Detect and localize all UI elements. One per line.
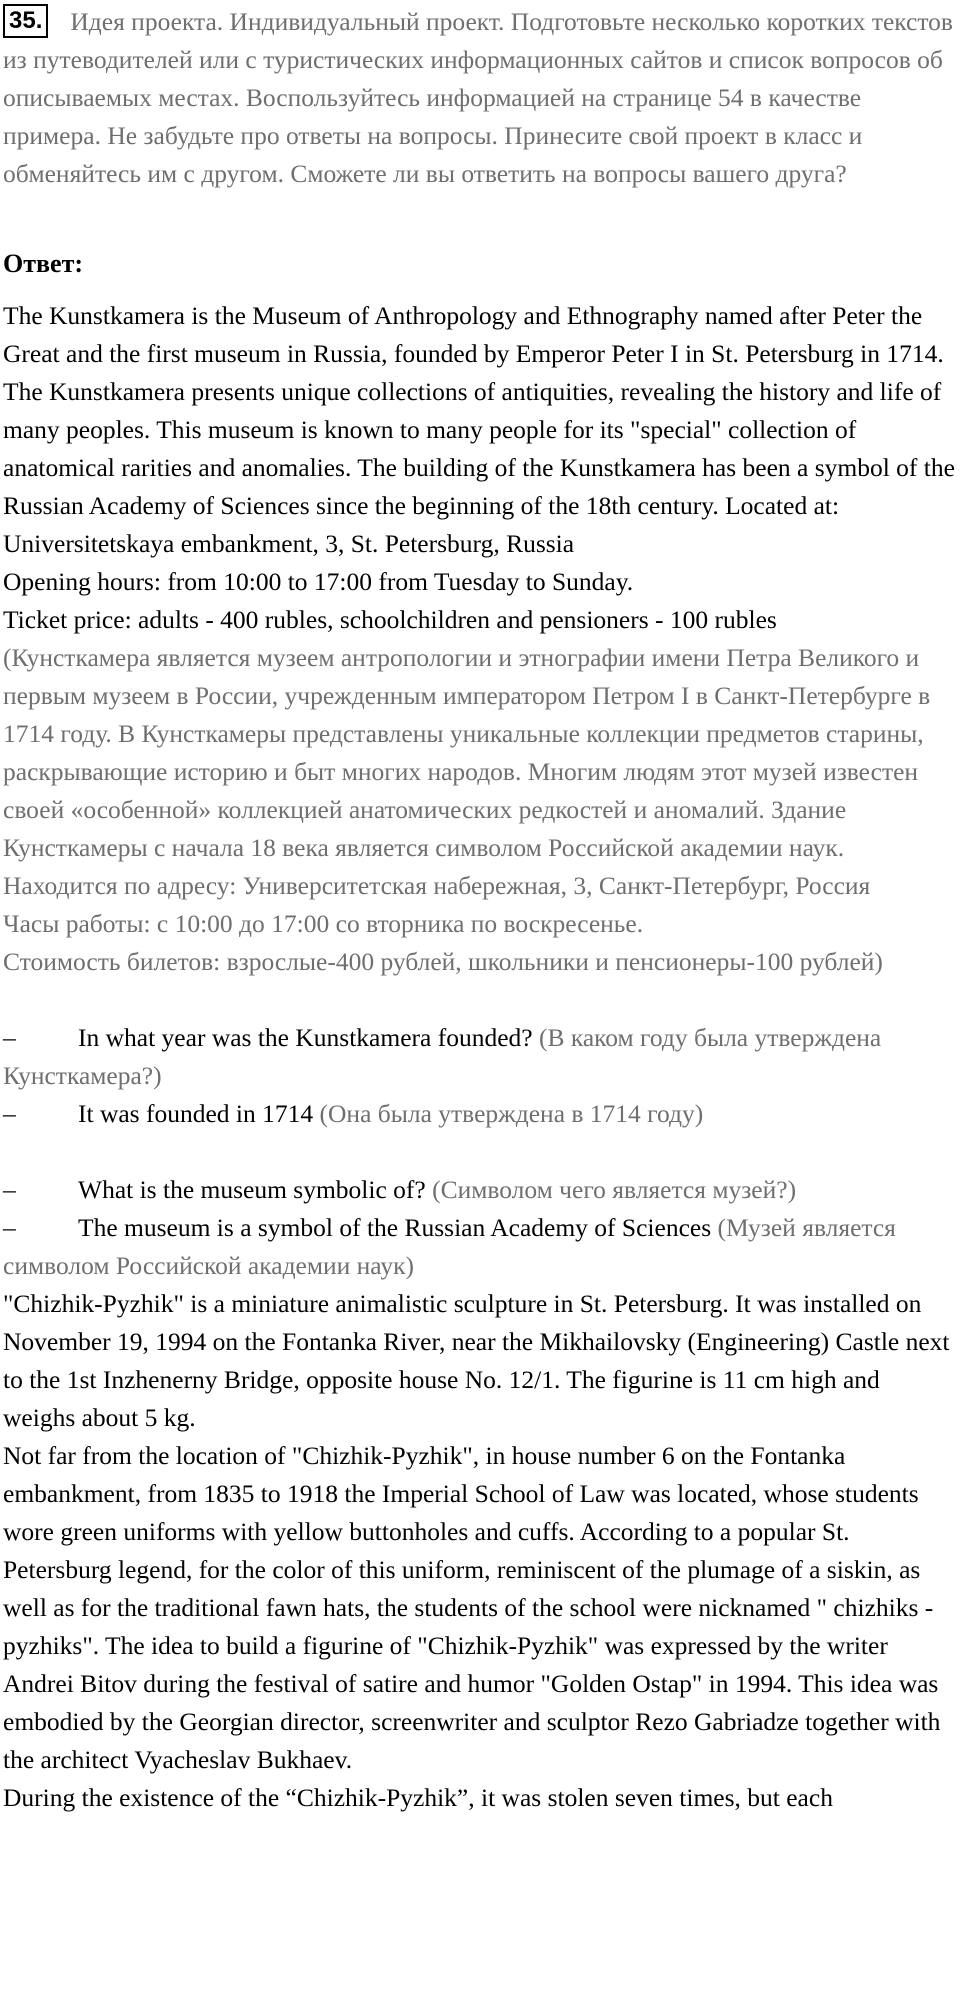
dash-marker: – [3,1213,16,1242]
question-1-ru: (В каком году была утверждена Кунсткамера?) [3,1023,882,1090]
answer-1 [3,1095,956,1133]
question-2-en: What is the museum symbolic of? [78,1175,426,1204]
answer-2-en: The museum is a symbol of the Russian Academy of Sciences [78,1213,712,1242]
answer-heading: Ответ: [3,249,84,278]
chizhik-paragraph-2: Not far from the location of "Chizhik-Pyzhik", in house number 6 on the Fontanka embankment, from 1835 to 1918 the Imperial School of Law was located, whose students wore green uniforms with yellow buttonholes and cuffs. According to a popular St. Petersburg legend, for the color of this uniform, reminiscent of the plumage of a siskin, as well as for the traditional fawn hats, the students of the school were nicknamed " chizhiks -pyzhiks". The idea to build a figurine of "Chizhik-Pyzhik" was expressed by the writer Andrei Bitov during the festival of satire and humor "Golden Ostap" in 1994. This idea was embodied by the Georgian director, screenwriter and sculptor Rezo Gabriadze together with the architect Vyacheslav Bukhaev. [3,1441,941,1774]
chizhik-paragraph-1: "Chizhik-Pyzhik" is a miniature animalistic sculpture in St. Petersburg. It was installed on November 19, 1994 on the Fontanka River, near the Mikhailovsky (Engineering) Castle next to the 1st Inzhenerny Bridge, opposite house No. 12/1. The figurine is 11 cm high and weighs about 5 kg. [3,1289,950,1432]
spacer [3,981,956,1019]
answer-2 [3,1209,956,1285]
question-1-en: In what year was the Kunstkamera founded? [78,1023,533,1052]
spacer [3,1133,956,1171]
question-1 [3,1019,956,1095]
kunstkamera-description-en: The Kunstkamera is the Museum of Anthropology and Ethnography named after Peter the Great and the first museum in Russia, founded by Emperor Peter I in St. Petersburg in 1714. The Kunstkamera presents unique collections of antiquities, revealing the history and life of many peoples. This museum is known to many people for its "special" collection of anatomical rarities and anomalies. The building of the Kunstkamera has been a symbol of the Russian Academy of Sciences since the beginning of the 18th century. Located at: Universitetskaya embankment, 3, St. Petersburg, Russia [3,301,955,558]
answer-1-en: It was founded in 1714 [78,1099,314,1128]
kunstkamera-hours-en: Opening hours: from 10:00 to 17:00 from Tuesday to Sunday. [3,567,634,596]
kunstkamera-description-ru: (Кунсткамера является музеем антропологии и этнографии имени Петра Великого и первым музеем в России, учрежденным императором Петром I в Санкт-Петербурге в 1714 году. В Кунсткамеры представлены уникальные коллекции предметов старины, раскрывающие историю и быт многих народов. Многим людям этот музей известен своей «особенной» коллекцией анатомических редкостей и аномалий. Здание Кунсткамеры с начала 18 века является символом Российской академии наук. Находится по адресу: Университетская набережная, 3, Санкт-Петербург, Россия [3,643,931,900]
kunstkamera-price-en: Ticket price: adults - 400 rubles, schoolchildren and pensioners - 100 rubles [3,605,777,634]
dash-marker: – [3,1175,16,1204]
question-2-ru: (Символом чего является музей?) [432,1175,797,1204]
task-text: Идея проекта. Индивидуальный проект. Подготовьте несколько коротких текстов из путеводителей или с туристических информационных сайтов и список вопросов об описываемых местах. Воспользуйтесь информацией на странице 54 в качестве примера. Не забудьте про ответы на вопросы. Принесите свой проект в класс и обменяйтесь им с другом. Сможете ли вы ответить на вопросы вашего друга? [3,7,953,188]
answer-1-ru: (Она была утверждена в 1714 году) [319,1099,704,1128]
answer-body [3,297,956,1817]
dash-marker: – [3,1099,16,1128]
question-2 [3,1171,956,1209]
document-page [3,0,956,1817]
answer-2-ru: (Музей является символом Российской академии наук) [3,1213,896,1280]
task-block [3,0,956,193]
kunstkamera-price-ru: Стоимость билетов: взрослые-400 рублей, школьники и пенсионеры-100 рублей) [3,947,883,976]
chizhik-paragraph-3: During the existence of the “Chizhik-Pyzhik”, it was stolen seven times, but each [3,1783,833,1812]
task-number: 35. [3,4,48,38]
kunstkamera-hours-ru: Часы работы: с 10:00 до 17:00 со вторника по воскресенье. [3,909,644,938]
dash-marker: – [3,1023,16,1052]
